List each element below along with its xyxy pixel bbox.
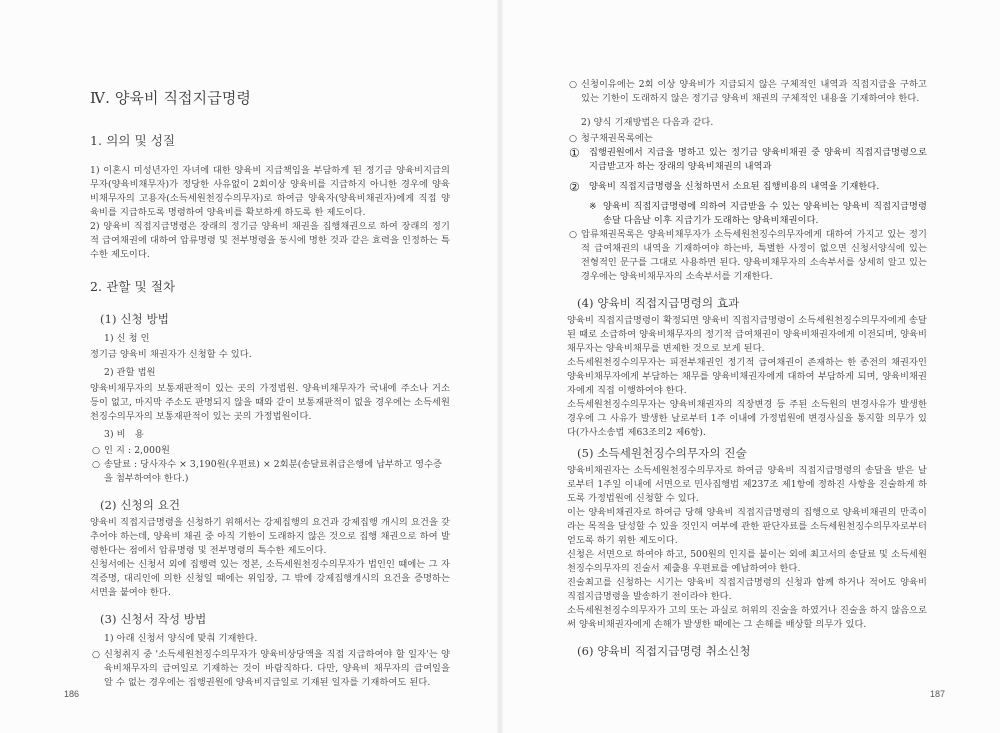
right-page [500, 0, 1000, 733]
reference-mark-icon: ※ [589, 201, 597, 212]
paragraph: 양육비채무자의 보통재판적이 있는 곳의 가정법원. 양육비채무자가 국내에 주소나 거소 등이 없고, 마지막 주소도 판명되지 않을 때와 같이 보통재판적이 없을 경우에는 소득세원천징수의무자의 보통재판적이 있는 곳의 가정법원이다. [90, 383, 450, 422]
paragraph: 정기금 양육비 채권자가 신청할 수 있다. [90, 349, 252, 360]
bullet-icon: ○ [569, 79, 578, 90]
chapter-title: Ⅳ. 양육비 직접지급명령 [90, 89, 252, 107]
item-heading: 2) 관할 법원 [104, 367, 156, 378]
section-title-jurisdiction: 2. 관할 및 절차 [90, 279, 176, 294]
paragraph: 신청은 서면으로 하여야 하고, 500원의 인지를 붙이는 외에 최고서의 송달료 및 소득세원천징수의무자의 진술서 제출용 우편료를 예납하여야 한다. [567, 549, 927, 574]
subsection-title: (2) 신청의 요건 [100, 498, 181, 512]
bullet-icon: ○ [92, 649, 101, 660]
circled-one-icon: ① [569, 146, 580, 160]
subsection-title: (6) 양육비 직접지급명령 취소신청 [577, 644, 751, 658]
right-page-text [567, 78, 927, 662]
numbered-item: ① 집행권원에서 지급을 명하고 있는 정기금 양육비채권 중 양육비 직접지급명령으로 지급받고자 하는 장래의 양육비채권의 내역과 [569, 146, 927, 172]
paragraph: 양육비 직접지급명령이 확정되면 양육비 직접지급명령이 소득세원천징수의무자에게 송달된 때로 소급하여 양육비채무자의 정기적 급여채권이 양육비채권자에게 이전되며, 양육비채무자는 양육비채무를 변제한 것으로 보게 된다. [567, 315, 927, 354]
list-item: ○ 신청이유에는 2회 이상 양육비가 지급되지 않은 구체적인 내역과 직접지급을 구하고 있는 기한이 도래하지 않은 정기금 양육비 채권의 구체적인 내용을 기재하여야 한다. [569, 79, 927, 104]
item-heading: 1) 아래 신청서 양식에 맞춰 기재한다. [104, 633, 258, 644]
paragraph: 신청서에는 신청서 외에 집행력 있는 정본, 소득세원천징수의무자가 법인인 때에는 그 자격증명, 대리인에 의한 신청일 때에는 위임장, 그 밖에 강제집행개시의 요건을 증명하는 서면을 붙여야 한다. [90, 559, 450, 598]
list-item: ○ 송달료 : 당사자수 × 3,190원(우편료) × 2회분(송달료취급은행에 납부하고 영수증을 첨부하여야 한다.) [92, 459, 443, 484]
paragraph: 소득세원천징수의무자는 피전부채권인 정기적 급여채권이 존재하는 한 종전의 채권자인 양육비채무자에게 부담하는 채무를 양육비채권자에게 대하여 부담하게 되며, 양육비채권자에게 직접 이행하여야 한다. [567, 357, 927, 396]
page-number: 187 [930, 689, 946, 699]
subsection-title: (4) 양육비 직접지급명령의 효과 [577, 296, 740, 310]
numbered-item: ② 양육비 직접지급명령을 신청하면서 소요된 집행비용의 내역을 기재한다. [569, 180, 880, 194]
subsection-title: (1) 신청 방법 [100, 312, 169, 326]
bullet-icon: ○ [569, 133, 578, 144]
paragraph: 진술최고를 신청하는 시기는 양육비 직접지급명령의 신청과 함께 하거나 적어도 양육비 직접지급명령을 발송하기 전이라야 한다. [567, 577, 927, 602]
paragraph: 이는 양육비채권자로 하여금 당해 양육비 직접지급명령의 집행으로 양육비채권의 만족이라는 목적을 달성할 수 있을 것인지 여부에 관한 판단자료를 소득세원천징수의무자로부터 얻도록 하기 위한 제도이다. [567, 507, 927, 546]
bullet-icon: ○ [92, 445, 101, 456]
list-item: ○ 인 지 : 2,000원 [92, 445, 170, 456]
paragraph: 소득세원천징수의무자는 양육비채권자의 직장변경 등 주된 소득원의 변경사유가 발생한 경우에 그 사유가 발생한 날로부터 1주 이내에 가정법원에 변경사실을 통지할 의무가 있다(가사소송법 제63조의2 제6항). [567, 399, 927, 438]
item-heading: 2) 양식 기재방법은 다음과 같다. [581, 117, 714, 128]
section-title-meaning: 1. 의의 및 성질 [90, 133, 176, 148]
paragraph: 2) 양육비 직접지급명령은 장래의 정기금 양육비 채권을 집행채권으로 하여 장래의 정기적 급여채권에 대하여 압류명령 및 전부명령을 동시에 명한 것과 같은 효력을 인정하는 특수한 제도이다. [90, 221, 450, 260]
bullet-icon: ○ [92, 459, 101, 470]
page-number: 186 [64, 689, 80, 699]
list-item: ○ 신청취지 중 '소득세원천징수의무자가 양육비상당액을 직접 지급하여야 할 일자'는 양육비채무자의 급여일로 기재하는 것이 바람직하다. 다만, 양육비 채무자의 급여일을 알 수 없는 경우에는 집행권원에 양육비지급일로 기재된 일자를 기재하여도 된다. [92, 649, 450, 688]
paragraph: 1) 이혼시 미성년자인 자녀에 대한 양육비 지급책임을 부담하게 된 정기금 양육비지급의무자(양육비채무자)가 정당한 사유없이 2회이상 양육비를 지급하지 아니한 경우에 양육비채무자의 고용자(소득세원천징수의무자)로 하여금 양육자(양육비채권자)에게 직접 양육비를 지급하도록 명령하여 양육비를 확보하게 하도록 한 제도이다. [90, 165, 450, 218]
paragraph: 소득세원천징수의무자가 고의 또는 과실로 허위의 진술을 하였거나 진술을 하지 않음으로써 양육비채권자에게 손해가 발생한 때에는 그 손해를 배상할 의무가 있다. [567, 605, 927, 630]
list-item: ○ 청구채권목록에는 [569, 133, 653, 144]
bullet-icon: ○ [569, 229, 578, 240]
subsection-title: (5) 소득세원천징수의무자의 진술 [577, 446, 747, 460]
item-heading: 1) 신 청 인 [104, 333, 150, 344]
subsection-title: (3) 신청서 작성 방법 [100, 612, 207, 626]
circled-two-icon: ② [569, 180, 580, 194]
left-page-text [90, 80, 450, 690]
list-item: ○ 압류채권목록은 양육비채무자가 소득세원천징수의무자에게 대하여 가지고 있는 정기적 급여채권의 내역을 기재하여야 하는바, 특별한 사정이 없으면 신청서양식에 있는 전형적인 문구를 그대로 사용하면 된다. 양육비채무자의 소속부서를 상세히 알고 있는 경우에는 양육비채무자의 소속부서를 기재한다. [569, 229, 927, 282]
paragraph: 양육비채권자는 소득세원천징수의무자로 하여금 양육비 직접지급명령의 송달을 받은 날로부터 1주일 이내에 서면으로 민사집행법 제237조 제1항에 정하진 사항을 진술하게 하도록 가정법원에 신청할 수 있다. [567, 465, 927, 504]
note-item: ※ 양육비 직접지급명령에 의하여 지급받을 수 있는 양육비는 양육비 직접지급명령송달 다음날 이후 지급기가 도래하는 양육비채권이다. [589, 201, 927, 226]
item-heading: 3) 비 용 [104, 429, 144, 440]
paragraph: 양육비 직접지급명령을 신청하기 위해서는 강제집행의 요건과 강제집행 개시의 요건을 갖추어야 하는데, 양육비 채권 중 아직 기한이 도래하지 않은 것으로 집행 채권으로 하여 발령한다는 점에서 압류명령 및 전부명령의 특수한 제도이다. [90, 517, 450, 556]
